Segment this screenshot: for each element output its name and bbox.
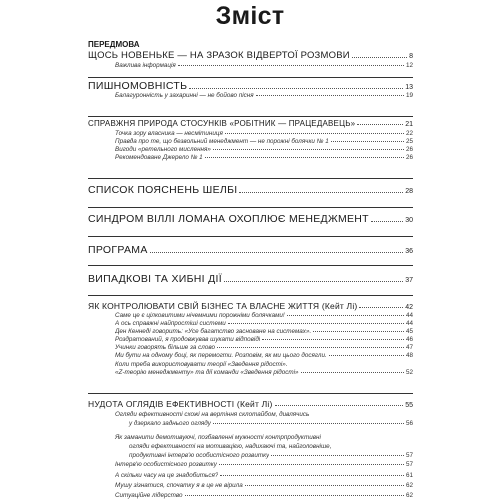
toc-entry-title: СПИСОК ПОЯСНЕНЬ ШЕЛБІ [88,184,238,196]
dot-leader [275,405,404,406]
toc-subentry[interactable] [88,62,413,69]
toc-subentry-line: Огляди ефективності схожі на вертіння склотайбом, дивлячись [115,411,310,418]
toc-subentry-title: «Z-теорію менеджменту» та дії команди «Зведення рідості» [115,369,299,376]
toc-entry-title: НУДОТА ОГЛЯДІВ ЕФЕКТИВНОСТІ (Кейт Лі) [88,399,273,409]
toc-subentry-title: Точка зору власника — несмітиниця [115,130,223,137]
dot-leader [185,495,404,496]
toc-subentry[interactable] [88,482,413,489]
toc-subentry[interactable] [88,138,413,145]
toc-entry-page: 30 [405,217,413,224]
toc-subentry[interactable] [88,352,413,359]
toc-entry-section[interactable] [88,80,413,92]
toc-subentry-title: Важлива інформація [115,62,176,69]
dot-leader [178,65,404,66]
toc-subentry[interactable] [88,320,413,327]
toc-entry-section[interactable] [88,184,413,196]
dot-leader [329,355,404,356]
toc-entry-title: ВИПАДКОВІ ТА ХИБНІ ДІЇ [88,273,222,285]
toc-entry-page: 28 [405,188,413,195]
dot-leader [313,331,404,332]
toc-subentry-line: Як заманити демотивуючі, позбавленні мужності контрпродуктивні [115,434,321,441]
dot-leader [220,475,404,476]
toc-subentry-page: 45 [405,328,413,335]
dot-leader [262,339,404,340]
toc-subentry[interactable] [88,328,413,335]
dot-leader [371,221,403,222]
toc-subentry-title: Ми бути на одному боці, як перемогти. Розповім, як ми цього досягли. [115,352,327,359]
toc-subentry-title: Правда про те, що безвольний менеджмент — не порожні болячки № 1 [115,138,329,145]
section-divider [88,295,413,296]
toc-subentry-title: А скільки часу на це знадобиться? [115,472,219,479]
toc-entry-title: СИНДРОМ ВІЛЛІ ЛОМАНА ОХОПЛЮЄ МЕНЕДЖМЕНТ [88,213,369,225]
dot-leader [150,252,404,253]
dot-leader [287,315,404,316]
toc-subentry-page: 26 [405,154,413,161]
toc-subentry[interactable] [88,452,413,459]
toc-subentry-page: 19 [405,92,413,99]
toc-subentry-title: Саме це є цілковитими нічемними порожніми болячками! [115,312,285,319]
toc-subentry-page: 61 [405,472,413,479]
toc-entry-page: 55 [405,402,413,409]
toc-subentry-title: Мушу зізнатися, спочатку я в це не вірила [115,482,243,489]
toc-subentry-title: Ситуаційне лідерство [115,492,183,499]
toc-subentry-title: Учинки говорять більше за слово [115,344,216,351]
toc-subentry-title: продуктивні інтерв'ю особистісного розвитку [129,452,270,459]
preface-label: ПЕРЕДМОВА [88,40,140,49]
toc-subentry-title: Ден Кеннеді говорить: «Усе багатство засноване на системах». [115,328,312,335]
toc-subentry-title: Інтерв'ю особистісного розвитку [115,461,217,468]
toc-subentry[interactable] [88,146,413,153]
toc-subentry[interactable] [88,420,413,427]
dot-leader [219,464,404,465]
dot-leader [189,88,403,89]
toc-subentry-line: огляди ефективності на мотивацією, надихаючі та, найголовніше, [129,443,332,450]
dot-leader [213,149,404,150]
toc-subentry-page: 44 [405,312,413,319]
dot-leader [357,124,403,125]
toc-subentry-page: 52 [405,369,413,376]
dot-leader [225,133,404,134]
toc-subentry[interactable] [88,312,413,319]
toc-subentry-page: 62 [405,492,413,499]
toc-subentry-title: Вигоди «ретельного мислення» [115,146,211,153]
section-divider [88,178,413,179]
toc-subentry[interactable] [88,92,413,99]
toc-entry-page: 13 [405,84,413,91]
toc-entry-page: 42 [405,304,413,311]
toc-subentry-page: 48 [405,352,413,359]
dot-leader [217,347,404,348]
toc-entry-title: ЯК КОНТРОЛЮВАТИ СВІЙ БІЗНЕС ТА ВЛАСНЕ ЖИТТЯ (Кейт Лі) [88,301,358,311]
toc-entry-title: ПРОГРАМА [88,244,148,256]
section-divider [88,393,413,394]
toc-subentry-page: 57 [405,452,413,459]
toc-subentry-title: А ось справжні найпростіші системи [115,320,226,327]
toc-subentry[interactable] [88,492,413,499]
toc-subentry[interactable] [88,369,413,376]
dot-leader [228,323,404,324]
toc-subentry-page: 26 [405,146,413,153]
toc-subentry-title: Балагуронність у захаринні — не бойово пісня [115,92,254,99]
dot-leader [213,423,404,424]
dot-leader [359,307,403,308]
toc-entry-page: 36 [405,248,413,255]
toc-entry-title: ЩОСЬ НОВЕНЬКЕ — НА ЗРАЗОК ВІДВЕРТОЇ РОЗМОВИ [88,50,350,61]
toc-subentry-page: 62 [405,482,413,489]
dot-leader [331,141,404,142]
toc-subentry-page: 47 [405,344,413,351]
dot-leader [256,95,404,96]
toc-subentry[interactable] [88,344,413,351]
toc-entry-page: 21 [405,121,413,128]
toc-entry-section[interactable] [88,399,413,409]
section-divider [88,207,413,208]
dot-leader [245,485,404,486]
toc-entry-section[interactable] [88,244,413,256]
toc-subentry-line: Коли треба використовувати теорії «Зведення рідості». [115,361,288,368]
toc-subentry-title: Роздратований, я продовжував шукати відповіді [115,336,261,343]
toc-subentry-title: у дзеркало заднього огляду [129,420,211,427]
dot-leader [301,372,404,373]
dot-leader [352,57,407,58]
toc-subentry-page: 57 [405,461,413,468]
toc-subentry[interactable] [88,336,413,343]
section-divider [88,116,413,117]
toc-subentry-page: 25 [405,138,413,145]
toc-subentry-page: 22 [405,130,413,137]
toc-subentry[interactable] [88,154,413,161]
toc-entry-preface[interactable] [88,50,413,61]
toc-subentry-page: 56 [405,420,413,427]
section-divider [88,265,413,266]
toc-entry-section[interactable] [88,213,413,225]
toc-entry-page: 37 [405,277,413,284]
toc-subentry-page: 44 [405,320,413,327]
section-divider [88,77,413,78]
toc-subentry[interactable] [88,130,413,137]
toc-subentry-page: 46 [405,336,413,343]
toc-entry-page: 8 [409,53,413,60]
dot-leader [224,281,403,282]
toc-entry-title: ПИШНОМОВНІСТЬ [88,80,188,92]
dot-leader [239,192,403,193]
toc-entry-section[interactable] [88,119,413,128]
preface-label-row [88,40,413,49]
toc-subentry-title: Рекомендоване Джерело № 1 [115,154,203,161]
section-divider [88,236,413,237]
page-title: Зміст [215,2,285,30]
toc-subentry[interactable] [88,472,413,479]
dot-leader [271,455,404,456]
toc-entry-title: СПРАВЖНЯ ПРИРОДА СТОСУНКІВ «РОБІТНИК — ПРАЦЕДАВЕЦЬ» [88,119,356,128]
toc-entry-section[interactable] [88,273,413,285]
toc-entry-section[interactable] [88,301,413,311]
toc-subentry[interactable] [88,461,413,468]
dot-leader [205,157,404,158]
toc-subentry-page: 12 [405,62,413,69]
